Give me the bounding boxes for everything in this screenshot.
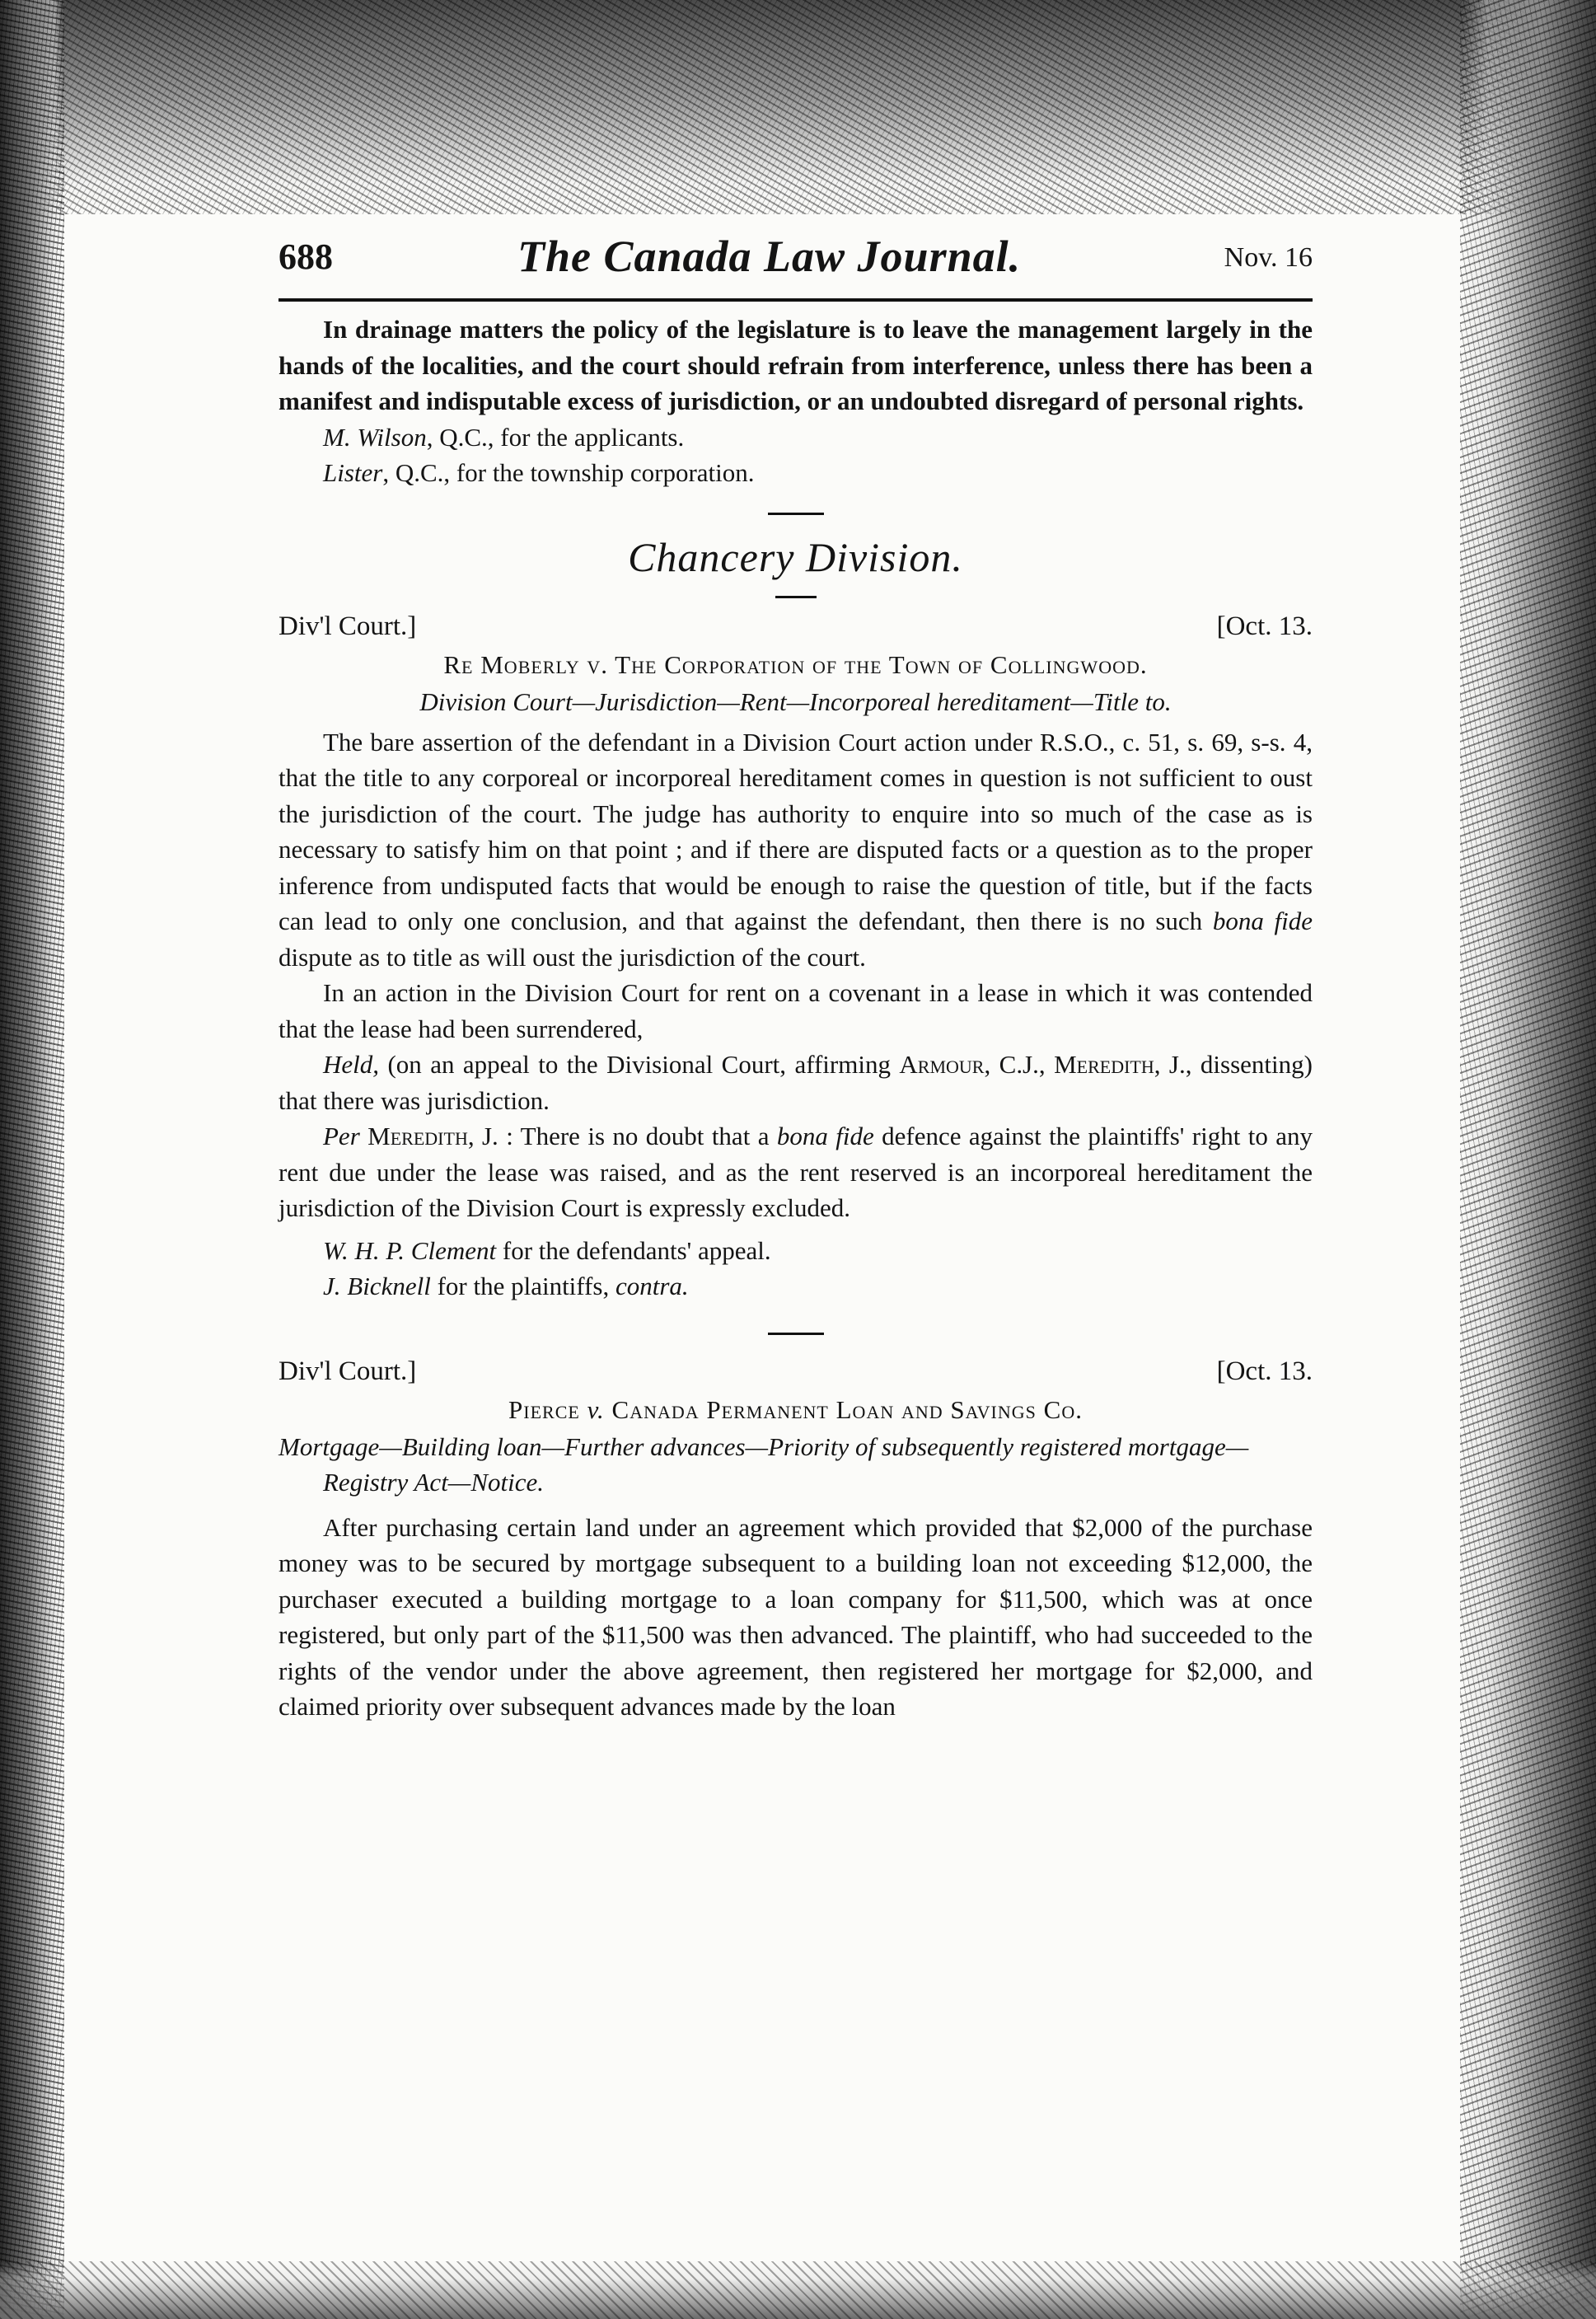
counsel-name: Lister (323, 458, 383, 487)
court-name: Div'l Court.] (278, 1356, 417, 1386)
judge-name: Armour (899, 1050, 985, 1079)
italic-run: contra. (615, 1272, 689, 1300)
issue-date: Nov. 16 (1224, 242, 1313, 273)
counsel-name: M. Wilson (323, 422, 427, 452)
section-divider (768, 513, 824, 515)
intro-paragraph: In drainage matters the policy of the legislature is to leave the management largely in the hands of the localities, and the court should refrain from interference, unless there has been a manifest and indisputable excess of jurisdiction, or an undoubted disregard of personal rights. (278, 315, 1313, 415)
case2-court-line (278, 1352, 1313, 1391)
text-run: , J. : There is no doubt that a (467, 1122, 777, 1150)
section-divider (768, 1333, 824, 1335)
intro-counsel-applicants (278, 419, 1313, 456)
case1-court-line (278, 607, 1313, 646)
running-head (278, 231, 1313, 298)
text-run: (on an appeal to the Divisional Court, affirming (379, 1050, 900, 1079)
party-name: Canada Permanent Loan and Savings Co. (611, 1394, 1083, 1424)
page-number: 688 (278, 237, 333, 277)
case2-headnote-1: After purchasing certain land under an agreement which provided that $2,000 of the purchase money was to be secured by mortgage subsequent to a building loan not exceeding $12,000, the purchaser executed a building mortgage to a loan company for $11,500, which was at once registered, but only part of the $11,500 was then advanced. The plaintiff, who had succeeded to the rights of the vendor under the above agreement, then registered her mortgage for $2,000, and claimed priority over subsequent advances made by the loan (278, 1512, 1313, 1721)
decision-date: [Oct. 13. (1216, 1356, 1313, 1386)
court-name: Div'l Court.] (278, 611, 417, 641)
case1-counsel-plaintiffs (278, 1268, 1313, 1305)
scan-border-left (0, 0, 64, 2319)
counsel-name: W. H. P. Clement (323, 1235, 497, 1265)
italic-run: Held, (323, 1050, 380, 1079)
scan-border-right (1460, 0, 1596, 2319)
section-divider (775, 596, 817, 598)
italic-run: Per (323, 1122, 360, 1150)
counsel-role: for the defendants' appeal. (496, 1235, 771, 1265)
case2-title (278, 1391, 1313, 1429)
scan-border-top (0, 0, 1596, 214)
italic-run: bona fide (776, 1122, 874, 1150)
case2-catchwords: Mortgage—Building loan—Further advances—Priority of subsequently registered mortgage—Registry Act—Notice. (278, 1431, 1249, 1497)
text-run: dispute as to title as will oust the jurisdiction of the court. (278, 942, 866, 972)
italic-run: bona fide (1212, 907, 1313, 935)
judge-name: Meredith (367, 1122, 468, 1150)
text-run: The bare assertion of the defendant in a Division Court action under R.S.O., c. 51, s. 69, s-s. 4, that the title to any corporeal or incorporeal hereditament comes in question is not sufficient to oust the jurisdiction of the court. The judge has authority to enquire into so much of the case as is necessary to satisfy him on that point ; and if there are disputed facts or a question as to the proper inference from undisputed facts that would be enough to raise the question of title, but if the facts can lead to only one conclusion, and that against the defendant, then there is no such (278, 727, 1313, 935)
judge-name: Meredith (1054, 1050, 1154, 1079)
case1-counsel-defendants (278, 1233, 1313, 1269)
counsel-role: for the plaintiffs, (430, 1272, 615, 1300)
party-name: Pierce (508, 1394, 580, 1424)
page-body (278, 231, 1313, 1725)
case1-catchwords: Division Court—Jurisdiction—Rent—Incorporeal hereditament—Title to. (419, 686, 1172, 716)
text-run: defence against the plaintiffs' right to any rent due under the lease was raised, and as the rent reserved is an incorporeal hereditament the jurisdiction of the Division Court is expressly excluded. (278, 1122, 1313, 1222)
journal-title: The Canada Law Journal. (517, 232, 1022, 281)
case1-per-meredith (278, 1118, 1313, 1226)
intro-counsel-township (278, 455, 1313, 491)
division-heading: Chancery Division. (628, 533, 963, 580)
case1-title: Re Moberly v. The Corporation of the Town of Collingwood. (443, 649, 1148, 679)
case1-held (278, 1047, 1313, 1118)
header-rule (278, 298, 1313, 302)
case1-headnote-2: In an action in the Division Court for rent on a covenant in a lease in which it was contended that the lease had been surrendered, (278, 978, 1313, 1043)
versus: v. (579, 1394, 612, 1424)
text-run: , J., dissenting) that there was jurisdiction. (278, 1050, 1313, 1115)
scan-border-bottom (0, 2261, 1596, 2319)
counsel-role: , Q.C., for the applicants. (426, 422, 685, 452)
text-run: , C.J., (984, 1050, 1055, 1079)
case1-headnote-1 (278, 724, 1313, 976)
counsel-name: J. Bicknell (323, 1272, 431, 1300)
counsel-role: , Q.C., for the township corporation. (382, 458, 755, 487)
decision-date: [Oct. 13. (1216, 611, 1313, 641)
